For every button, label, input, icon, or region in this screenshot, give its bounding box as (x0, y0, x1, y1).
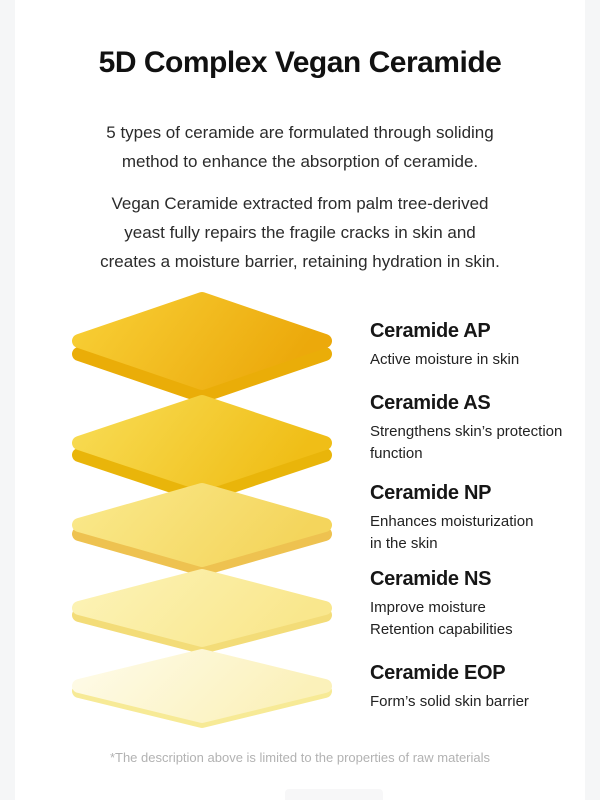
layer-stack-illustration (15, 288, 365, 758)
description-line: Improve moisture (370, 599, 486, 616)
description-line: Active moisture in skin (370, 351, 520, 368)
label-ceramide-as (370, 390, 582, 465)
label-ceramide-ap (370, 318, 582, 371)
description-line: Strengthens skin’s protection (370, 423, 563, 440)
ceramide-description (370, 349, 582, 371)
intro-line: yeast fully repairs the fragile cracks in skin and (124, 223, 476, 242)
layer-ceramide-np (79, 490, 325, 569)
description-line: in the skin (370, 535, 438, 552)
page-title: 5D Complex Vegan Ceramide (98, 46, 502, 79)
ceramide-name: Ceramide AS (370, 392, 491, 414)
ceramide-name: Ceramide NP (370, 482, 492, 504)
description-line: Form’s solid skin barrier (370, 693, 529, 710)
label-ceramide-np (370, 480, 582, 555)
intro-line: 5 types of ceramide are formulated through soliding (106, 123, 494, 142)
intro-line: method to enhance the absorption of ceramide. (121, 152, 479, 171)
ceramide-description (370, 511, 582, 555)
ceramide-labels (370, 288, 582, 758)
layer-ceramide-eop (79, 656, 325, 721)
description-line: Enhances moisturization (370, 513, 534, 530)
ceramide-description (370, 691, 582, 713)
ceramide-description (370, 421, 582, 465)
ceramide-name: Ceramide AP (370, 320, 491, 342)
content-area (15, 0, 585, 800)
description-line: function (370, 445, 423, 462)
ceramide-description (370, 597, 582, 641)
layer-ceramide-ns (79, 576, 325, 647)
description-line: Retention capabilities (370, 621, 513, 638)
ceramide-diagram (15, 288, 585, 758)
intro-paragraph-1 (15, 118, 585, 176)
ceramide-name: Ceramide EOP (370, 662, 506, 684)
cutoff-element (285, 789, 383, 800)
footnote: *The description above is limited to the properties of raw materials (109, 750, 491, 765)
ceramide-name: Ceramide NS (370, 568, 492, 590)
intro-line: Vegan Ceramide extracted from palm tree-derived (111, 194, 489, 213)
intro-line: creates a moisture barrier, retaining hydration in skin. (100, 252, 500, 271)
label-ceramide-eop (370, 660, 582, 713)
layer-ceramide-ap (79, 299, 325, 396)
label-ceramide-ns (370, 566, 582, 641)
intro-paragraph-2 (15, 189, 585, 276)
layer-ceramide-as (79, 402, 325, 496)
